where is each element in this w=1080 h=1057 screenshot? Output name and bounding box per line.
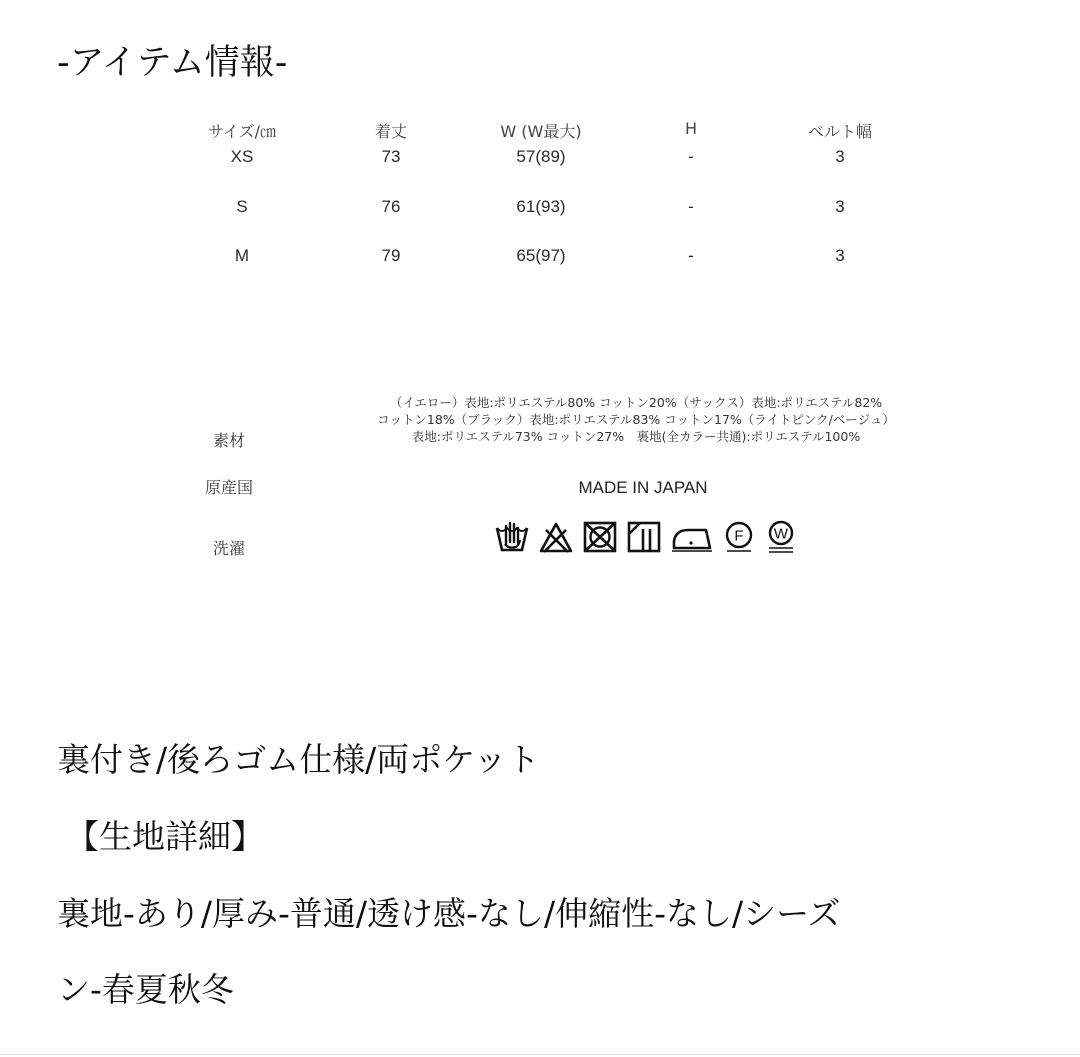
material-label: 素材 bbox=[212, 431, 246, 450]
hand-wash-icon bbox=[494, 520, 530, 554]
fabric-details-title: 【生地詳細】 bbox=[66, 817, 264, 856]
fabric-details-line: ン-春夏秋冬 bbox=[57, 970, 234, 1009]
table-cell: 57(89) bbox=[516, 147, 566, 166]
column-header-hip: H bbox=[684, 119, 698, 138]
column-header-length: 着丈 bbox=[374, 122, 408, 141]
table-cell: XS bbox=[230, 147, 254, 166]
table-cell: 3 bbox=[835, 147, 845, 166]
iron-low-icon bbox=[670, 520, 714, 554]
divider bbox=[0, 1054, 1080, 1055]
table-cell: 79 bbox=[381, 246, 401, 265]
table-cell: - bbox=[688, 147, 694, 166]
fabric-details-line: 裏地-あり/厚み-普通/透け感-なし/伸縮性-なし/シーズ bbox=[57, 894, 841, 933]
no-tumble-dry-icon bbox=[582, 520, 618, 554]
table-cell: 3 bbox=[835, 246, 845, 265]
table-cell: S bbox=[236, 197, 248, 216]
column-header-waist: W (W最大) bbox=[500, 122, 582, 141]
column-header-belt-width: ベルト幅 bbox=[807, 122, 873, 141]
dry-clean-letter: F bbox=[734, 527, 744, 545]
table-cell: 61(93) bbox=[516, 197, 566, 216]
care-symbols bbox=[494, 520, 798, 554]
line-dry-shade-icon bbox=[626, 520, 662, 554]
table-cell: 76 bbox=[381, 197, 401, 216]
origin-label: 原産国 bbox=[204, 478, 254, 497]
material-description bbox=[316, 394, 956, 445]
dry-clean-f-icon bbox=[722, 520, 756, 554]
features-text: 裏付き/後ろゴム仕様/両ポケット bbox=[57, 740, 540, 779]
material-line: （イエロー）表地:ポリエステル80% コットン20%（サックス）表地:ポリエステル82% bbox=[389, 395, 883, 410]
wash-label: 洗濯 bbox=[212, 539, 246, 558]
column-header-size: サイズ/㎝ bbox=[207, 122, 277, 141]
wet-clean-letter: W bbox=[773, 525, 789, 543]
material-line: コットン18%（ブラック）表地:ポリエステル83% コットン17%（ライトピンク/ベージュ） bbox=[377, 412, 895, 427]
page-heading: -アイテム情報- bbox=[57, 43, 288, 83]
table-cell: 3 bbox=[835, 197, 845, 216]
table-cell: - bbox=[688, 197, 694, 216]
table-cell: 73 bbox=[381, 147, 401, 166]
wet-clean-w-icon bbox=[764, 520, 798, 554]
table-cell: - bbox=[688, 246, 694, 265]
no-bleach-icon bbox=[538, 520, 574, 554]
origin-value: MADE IN JAPAN bbox=[578, 478, 708, 497]
table-cell: M bbox=[234, 246, 250, 265]
table-cell: 65(97) bbox=[516, 246, 566, 265]
material-line: 表地:ポリエステル73% コットン27% 裏地(全カラー共通):ポリエステル100% bbox=[411, 429, 861, 444]
